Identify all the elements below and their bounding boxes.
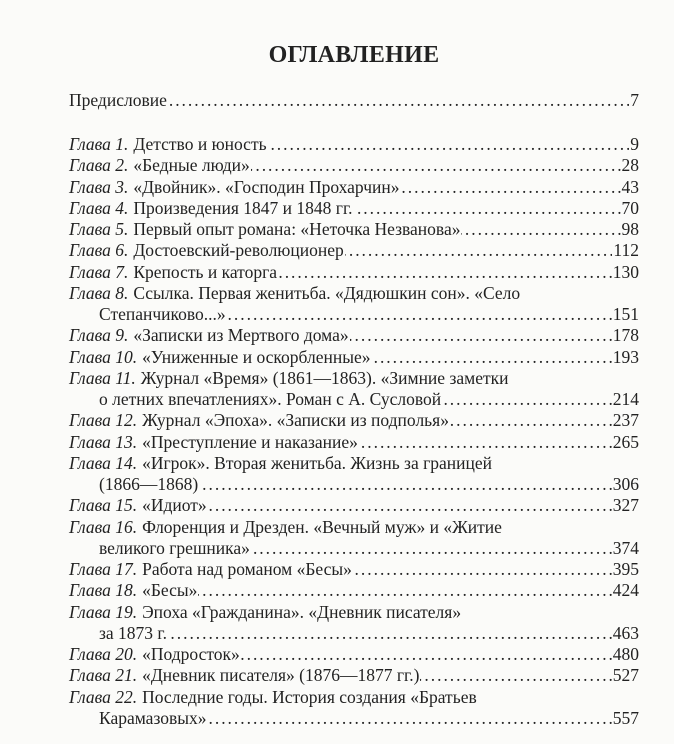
toc-line — [69, 177, 639, 198]
toc-line-continuation — [69, 623, 639, 644]
dot-leader — [450, 410, 612, 431]
chapter-label: Глава 20. — [69, 644, 138, 664]
chapter-label: Глава 18. — [69, 580, 138, 601]
dot-leader — [251, 538, 612, 559]
chapter-label: Глава 5. — [69, 219, 129, 239]
chapter-label: Глава 15. — [69, 495, 138, 516]
toc-entry — [69, 580, 639, 601]
chapter-label: Глава 17. — [69, 559, 138, 579]
chapter-label: Глава 16. — [69, 516, 138, 537]
toc-page-number: 151 — [612, 304, 639, 324]
toc-page-number: 306 — [612, 474, 639, 494]
chapter-title: Крепость и каторга — [133, 261, 278, 282]
toc-page-number: 70 — [621, 197, 639, 218]
chapter-title-continuation: Степанчиково...» — [99, 304, 226, 324]
chapter-title: «Бедные люди» — [133, 155, 250, 176]
toc-page-number: 480 — [612, 644, 639, 664]
toc-entry — [69, 602, 639, 645]
chapter-label: Глава 1. — [69, 134, 129, 154]
toc-line — [69, 665, 639, 686]
chapter-label: Глава 6. — [69, 240, 129, 261]
dot-leader — [278, 262, 612, 283]
toc-line — [69, 687, 639, 708]
toc-page-number: 9 — [630, 134, 639, 154]
chapter-label: Глава 8. — [69, 282, 129, 303]
toc-line — [69, 410, 639, 431]
toc-title: Предисловие — [69, 90, 167, 110]
toc-entry — [69, 325, 639, 346]
toc-line — [69, 134, 639, 155]
toc-line-continuation — [69, 389, 639, 410]
toc-page-number: 43 — [621, 176, 639, 197]
toc-page-number: 374 — [612, 537, 639, 558]
page-title: ОГЛАВЛЕНИЕ — [268, 42, 440, 68]
dot-leader — [198, 580, 611, 601]
chapter-title: Произведения 1847 и 1848 гг. — [133, 197, 353, 218]
toc-page-number: 463 — [612, 622, 639, 643]
toc-line — [69, 283, 639, 304]
dot-leader — [350, 325, 612, 346]
toc-entry — [69, 410, 639, 431]
toc-page-number: 237 — [612, 410, 639, 431]
toc-preface — [69, 90, 639, 111]
chapter-title-continuation: о летних впечатлениях». Роман с А. Сусловой — [99, 389, 442, 409]
dot-leader — [251, 155, 621, 176]
toc-line — [69, 262, 639, 283]
chapter-label: Глава 21. — [69, 665, 138, 686]
toc-entry — [69, 283, 639, 326]
dot-leader — [241, 644, 612, 665]
chapter-label: Глава 12. — [69, 410, 138, 431]
toc-entry — [69, 432, 639, 453]
dot-leader — [199, 474, 612, 495]
dot-leader — [353, 559, 612, 580]
toc-line — [69, 347, 639, 368]
chapter-title-continuation: великого грешника» — [99, 537, 250, 558]
toc-line — [69, 240, 639, 261]
chapter-title: Журнал «Эпоха». «Записки из подполья» — [142, 410, 449, 431]
chapter-title: «Преступление и наказание» — [142, 431, 358, 452]
chapter-title: «Игрок». Вторая женитьба. Жизнь за границей — [142, 452, 493, 473]
chapter-title: Работа над романом «Бесы» — [142, 559, 352, 579]
chapter-title: «Униженные и оскорбленные» — [142, 346, 371, 367]
dot-leader — [168, 90, 629, 111]
toc-entry — [69, 559, 639, 580]
chapter-title: Достоевский-революционер — [133, 240, 344, 261]
toc-entry — [69, 453, 639, 496]
toc-page-number: 557 — [612, 707, 639, 728]
toc-entry — [69, 665, 639, 686]
toc-line — [69, 580, 639, 601]
toc-page-number: 112 — [613, 240, 639, 261]
chapter-title: «Записки из Мертвого дома» — [133, 325, 349, 346]
toc-line — [69, 517, 639, 538]
toc-line — [69, 90, 639, 111]
chapter-title-continuation: (1866—1868) — [99, 474, 199, 494]
chapter-title: Журнал «Время» (1861—1863). «Зимние заметки — [140, 367, 509, 388]
toc-page-number: 7 — [630, 90, 639, 110]
toc-line — [69, 155, 639, 176]
toc-line-continuation — [69, 474, 639, 495]
chapter-title-continuation: за 1873 г. — [99, 622, 168, 643]
toc-page-number: 193 — [612, 346, 639, 367]
chapter-label: Глава 2. — [69, 155, 129, 176]
toc-entry — [69, 368, 639, 411]
toc-line — [69, 602, 639, 623]
toc-line — [69, 219, 639, 240]
dot-leader — [461, 219, 620, 240]
table-of-contents — [69, 134, 639, 729]
toc-page-number: 130 — [612, 261, 639, 282]
toc-line-continuation — [69, 304, 639, 325]
dot-leader — [401, 177, 621, 198]
chapter-title: «Дневник писателя» (1876—1877 гг.) — [142, 665, 420, 686]
toc-line — [69, 198, 639, 219]
chapter-title: «Идиот» — [142, 495, 207, 516]
chapter-title: «Бесы» — [142, 580, 198, 601]
chapter-title: Ссылка. Первая женитьба. «Дядюшкин сон». «Село — [133, 282, 521, 303]
toc-entry — [69, 155, 639, 176]
chapter-label: Глава 11. — [69, 367, 136, 388]
dot-leader — [268, 134, 630, 155]
chapter-title: Эпоха «Гражданина». «Дневник писателя» — [142, 601, 462, 622]
toc-line — [69, 368, 639, 389]
toc-page-number: 178 — [612, 325, 639, 346]
toc-entry — [69, 517, 639, 560]
dot-leader — [442, 389, 612, 410]
toc-page-number: 527 — [612, 665, 639, 686]
dot-leader — [168, 623, 612, 644]
toc-page-number: 98 — [621, 219, 639, 239]
dot-leader — [354, 198, 621, 219]
toc-entry — [69, 687, 639, 730]
dot-leader — [345, 240, 613, 261]
chapter-title: «Подросток» — [142, 644, 240, 664]
toc-entry — [69, 262, 639, 283]
chapter-label: Глава 4. — [69, 197, 129, 218]
toc-entry — [69, 134, 639, 155]
toc-page-number: 327 — [612, 495, 639, 516]
toc-line — [69, 453, 639, 474]
dot-leader — [208, 495, 612, 516]
toc-line — [69, 432, 639, 453]
dot-leader — [227, 304, 612, 325]
toc-entry — [69, 177, 639, 198]
chapter-label: Глава 10. — [69, 346, 138, 367]
chapter-label: Глава 22. — [69, 686, 138, 707]
chapter-title: «Двойник». «Господин Прохарчин» — [133, 176, 400, 197]
toc-entry — [69, 347, 639, 368]
chapter-label: Глава 9. — [69, 325, 129, 346]
chapter-label: Глава 3. — [69, 176, 129, 197]
chapter-label: Глава 19. — [69, 601, 138, 622]
toc-page-number: 265 — [612, 431, 639, 452]
toc-line-continuation — [69, 708, 639, 729]
chapter-title: Флоренция и Дрезден. «Вечный муж» и «Житие — [142, 516, 502, 537]
chapter-title-continuation: Карамазовых» — [99, 707, 207, 728]
toc-entry — [69, 495, 639, 516]
toc-page-number: 424 — [612, 580, 639, 601]
toc-page-number: 395 — [612, 559, 639, 579]
chapter-label: Глава 13. — [69, 431, 138, 452]
dot-leader — [420, 665, 611, 686]
chapter-title: Детство и юность — [133, 134, 267, 154]
toc-entry — [69, 219, 639, 240]
toc-line — [69, 325, 639, 346]
toc-page-number: 214 — [612, 389, 639, 409]
dot-leader — [359, 432, 612, 453]
toc-line — [69, 495, 639, 516]
chapter-title: Первый опыт романа: «Неточка Незванова» — [133, 219, 461, 239]
dot-leader — [371, 347, 611, 368]
chapter-label: Глава 14. — [69, 452, 138, 473]
chapter-label: Глава 7. — [69, 261, 129, 282]
toc-line — [69, 559, 639, 580]
toc-entry — [69, 240, 639, 261]
toc-page-number: 28 — [621, 155, 639, 176]
toc-line-continuation — [69, 538, 639, 559]
toc-entry — [69, 644, 639, 665]
dot-leader — [208, 708, 612, 729]
toc-line — [69, 644, 639, 665]
toc-entry — [69, 198, 639, 219]
chapter-title: Последние годы. История создания «Братьев — [142, 686, 477, 707]
